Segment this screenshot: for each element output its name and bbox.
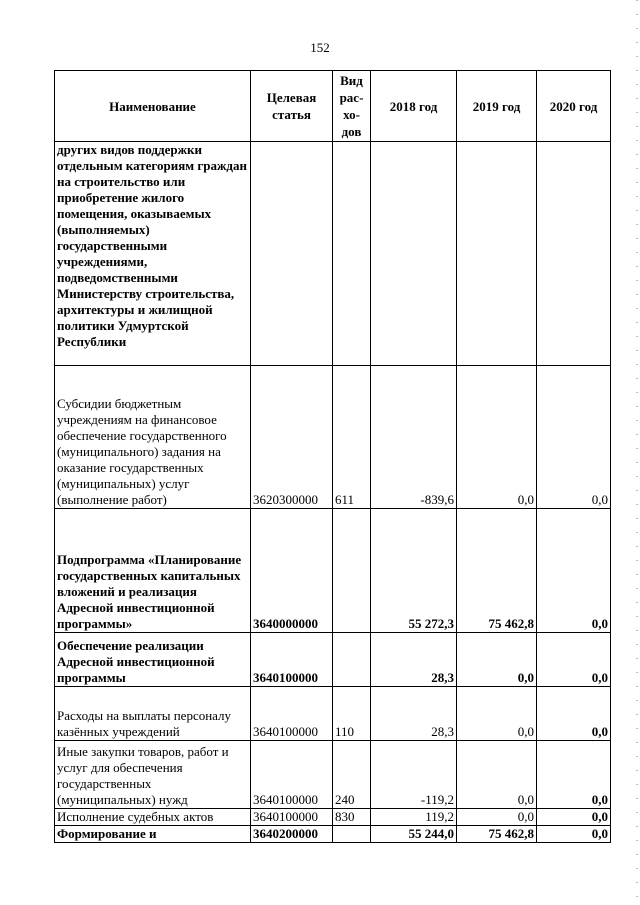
row-code: 3640100000 (251, 687, 333, 741)
row-2018: 55 272,3 (371, 509, 457, 633)
row-name: Субсидии бюджетным учреждениям на финансовое обеспечение государственного (муниципального) задания на оказание государственных (муниципальных) услуг (выполнение работ) (55, 366, 251, 509)
row-code: 3640000000 (251, 509, 333, 633)
row-2019: 0,0 (457, 809, 537, 826)
row-2019: 75 462,8 (457, 826, 537, 843)
row-2018: 55 244,0 (371, 826, 457, 843)
row-2020 (537, 142, 611, 366)
table-row (55, 366, 611, 509)
header-2019: 2019 год (457, 71, 537, 142)
row-kind (333, 142, 371, 366)
row-kind: 110 (333, 687, 371, 741)
header-2020: 2020 год (537, 71, 611, 142)
header-2018: 2018 год (371, 71, 457, 142)
row-2020: 0,0 (537, 366, 611, 509)
row-kind (333, 509, 371, 633)
table-row (55, 741, 611, 809)
table-row (55, 826, 611, 843)
row-name: других видов поддержки отдельным категориям граждан на строительство или приобретение жилого помещения, оказываемых (выполняемых) государственными учреждениями, подведомственными Министерству строительства, архитектуры и жилищной политики Удмуртской Республики (55, 142, 251, 366)
row-2018 (371, 142, 457, 366)
row-name: Обеспечение реализации Адресной инвестиционной программы (55, 633, 251, 687)
row-2019: 0,0 (457, 366, 537, 509)
row-2020: 0,0 (537, 687, 611, 741)
row-2018: 119,2 (371, 809, 457, 826)
row-name: Исполнение судебных актов (55, 809, 251, 826)
row-code (251, 142, 333, 366)
row-2019 (457, 142, 537, 366)
row-2020: 0,0 (537, 809, 611, 826)
row-name: Подпрограмма «Планирование государственных капитальных вложений и реализация Адресной инвестиционной программы» (55, 509, 251, 633)
table-row (55, 633, 611, 687)
scan-margin-marks (636, 0, 638, 905)
row-code: 3640100000 (251, 809, 333, 826)
row-2019: 0,0 (457, 633, 537, 687)
row-2020: 0,0 (537, 509, 611, 633)
row-code: 3640100000 (251, 633, 333, 687)
row-2020: 0,0 (537, 741, 611, 809)
row-2019: 0,0 (457, 687, 537, 741)
row-2020: 0,0 (537, 633, 611, 687)
row-kind: 611 (333, 366, 371, 509)
table-row (55, 142, 611, 366)
row-2019: 0,0 (457, 741, 537, 809)
row-2020: 0,0 (537, 826, 611, 843)
header-target-article: Целевая статья (251, 71, 333, 142)
table-row (55, 509, 611, 633)
page-number: 152 (310, 40, 330, 55)
row-2018: 28,3 (371, 633, 457, 687)
row-code: 3620300000 (251, 366, 333, 509)
row-2019: 75 462,8 (457, 509, 537, 633)
row-name: Расходы на выплаты персоналу казённых учреждений (55, 687, 251, 741)
row-name: Формирование и (55, 826, 251, 843)
row-kind: 830 (333, 809, 371, 826)
budget-table (54, 70, 611, 843)
header-name: Наименование (55, 71, 251, 142)
row-2018: 28,3 (371, 687, 457, 741)
table-row (55, 809, 611, 826)
row-code: 3640200000 (251, 826, 333, 843)
row-kind (333, 633, 371, 687)
header-expense-kind: Вид рас- хо- дов (333, 71, 371, 142)
row-2018: -839,6 (371, 366, 457, 509)
row-kind (333, 826, 371, 843)
row-name: Иные закупки товаров, работ и услуг для обеспечения государственных (муниципальных) нужд (55, 741, 251, 809)
table-row (55, 687, 611, 741)
row-kind: 240 (333, 741, 371, 809)
table-header-row (55, 71, 611, 142)
row-code: 3640100000 (251, 741, 333, 809)
row-2018: -119,2 (371, 741, 457, 809)
